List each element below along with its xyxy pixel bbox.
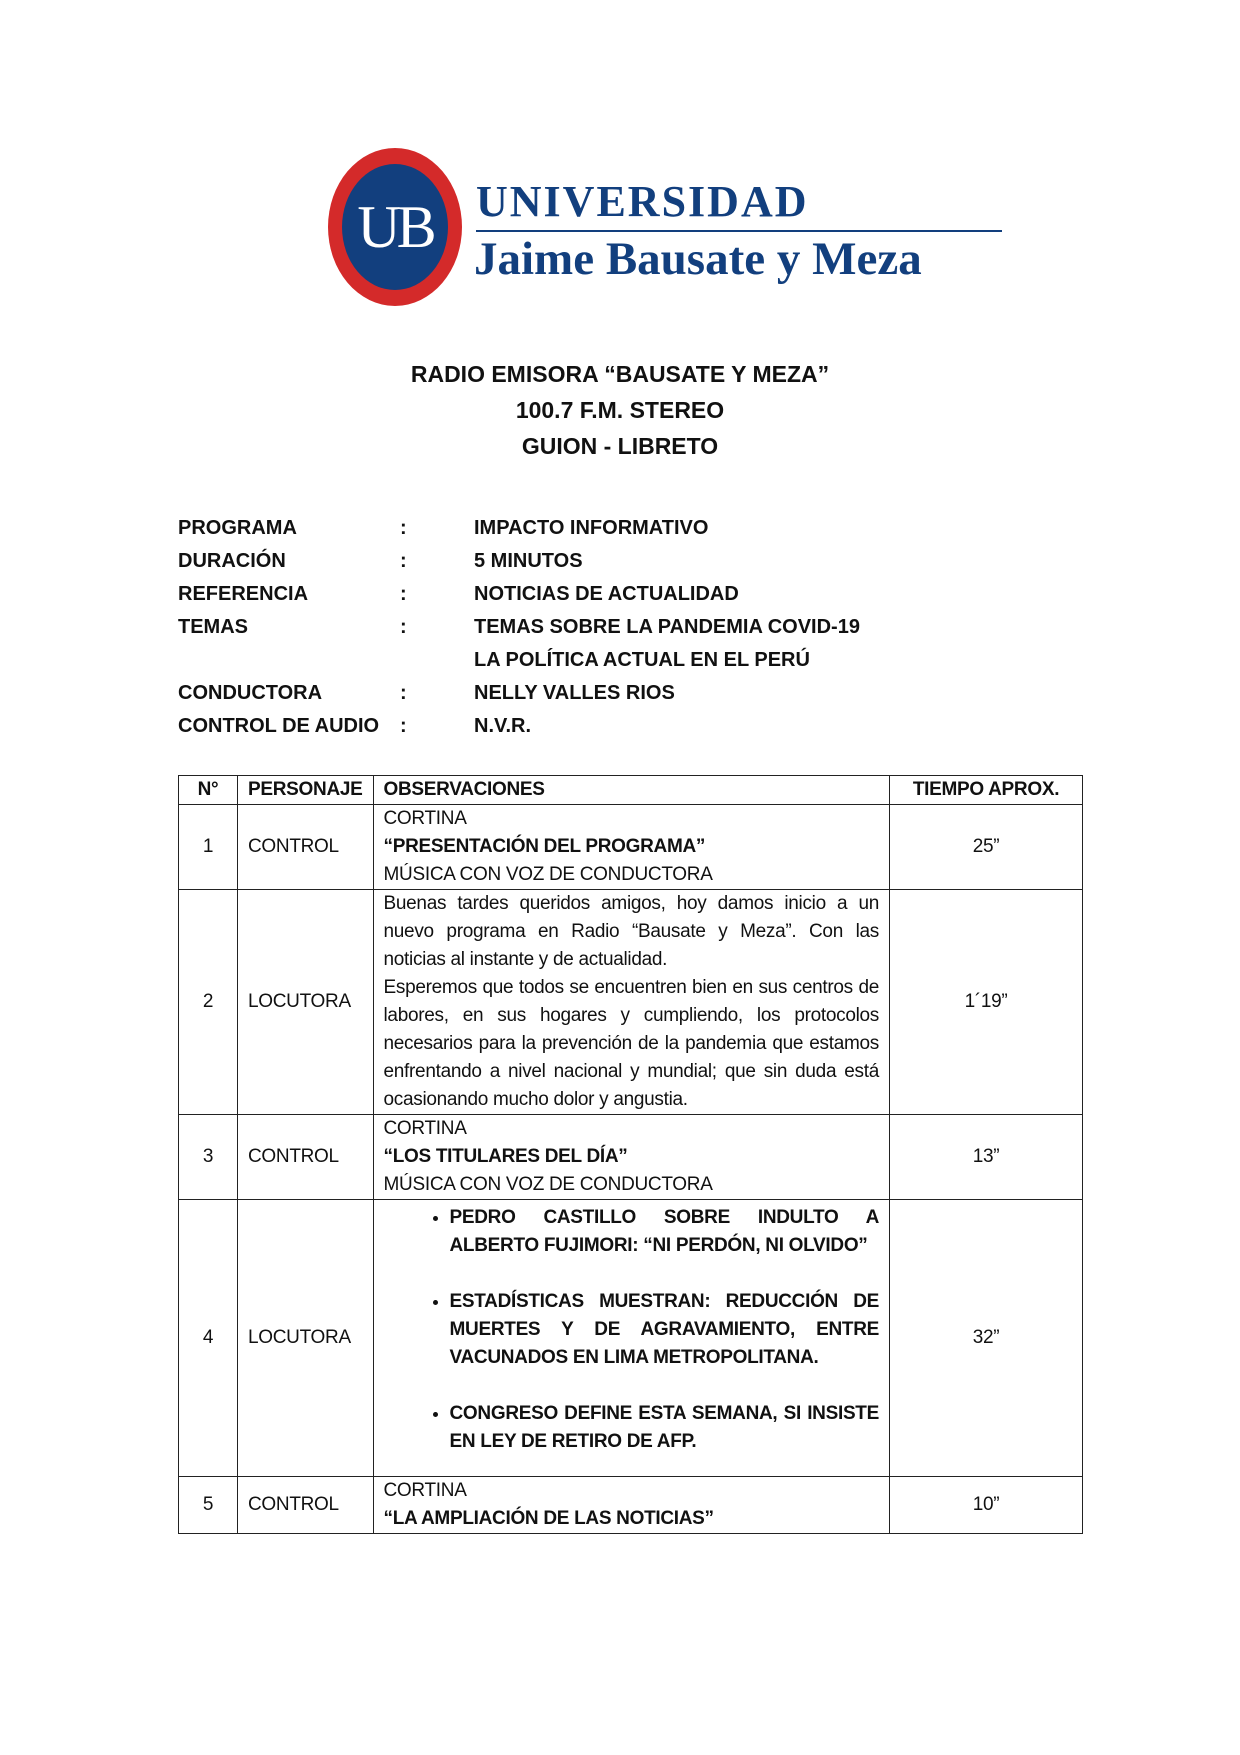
meta-value: NELLY VALLES RIOS bbox=[474, 682, 675, 704]
script-table bbox=[178, 775, 1083, 1534]
document-header bbox=[0, 356, 1240, 464]
row-personaje: LOCUTORA bbox=[238, 890, 374, 1115]
obs-line: MÚSICA CON VOZ DE CONDUCTORA bbox=[383, 864, 713, 885]
table-row bbox=[179, 890, 1083, 1115]
meta-colon: : bbox=[400, 682, 407, 704]
row-tiempo: 1´19” bbox=[890, 890, 1083, 1115]
headline-list bbox=[384, 1204, 879, 1456]
row-observaciones bbox=[373, 1477, 889, 1534]
headline-item: • CONGRESO DEFINE ESTA SEMANA, SI INSISTE EN LEY DE RETIRO DE AFP. bbox=[450, 1400, 879, 1456]
row-tiempo: 25” bbox=[890, 805, 1083, 890]
obs-line: CORTINA bbox=[383, 1118, 467, 1139]
meta-value: IMPACTO INFORMATIVO bbox=[474, 517, 709, 539]
table-header-row bbox=[179, 776, 1083, 805]
row-number: 1 bbox=[179, 805, 238, 890]
table-row bbox=[179, 1115, 1083, 1200]
obs-line: “LA AMPLIACIÓN DE LAS NOTICIAS” bbox=[383, 1508, 714, 1529]
table-row bbox=[179, 1200, 1083, 1477]
meta-value: 5 MINUTOS bbox=[474, 550, 583, 572]
meta-label: TEMAS bbox=[178, 616, 248, 638]
col-personaje: PERSONAJE bbox=[238, 776, 374, 805]
meta-colon: : bbox=[400, 583, 407, 605]
col-number: N° bbox=[179, 776, 238, 805]
row-observaciones bbox=[373, 890, 889, 1115]
row-number: 4 bbox=[179, 1200, 238, 1477]
obs-line: Buenas tardes queridos amigos, hoy damos inicio a un nuevo programa en Radio “Bausate y Meza”. Con las noticias al instante y de actualidad. bbox=[383, 893, 879, 970]
meta-value: TEMAS SOBRE LA PANDEMIA COVID-19 bbox=[474, 616, 860, 638]
row-personaje: CONTROL bbox=[238, 1115, 374, 1200]
headline-item: • PEDRO CASTILLO SOBRE INDULTO A ALBERTO FUJIMORI: “NI PERDÓN, NI OLVIDO” bbox=[450, 1204, 879, 1260]
header-line3: GUION - LIBRETO bbox=[521, 433, 719, 459]
seal-monogram: UB bbox=[342, 164, 448, 290]
row-observaciones bbox=[373, 1200, 889, 1477]
col-tiempo: TIEMPO APROX. bbox=[890, 776, 1083, 805]
header-line2: 100.7 F.M. STEREO bbox=[515, 397, 725, 423]
meta-label: PROGRAMA bbox=[178, 517, 297, 539]
meta-value: N.V.R. bbox=[474, 715, 532, 737]
obs-line: MÚSICA CON VOZ DE CONDUCTORA bbox=[383, 1174, 713, 1195]
university-logo bbox=[328, 148, 1008, 308]
obs-line: “LOS TITULARES DEL DÍA” bbox=[383, 1146, 628, 1167]
meta-label: CONDUCTORA bbox=[178, 682, 323, 704]
table-row bbox=[179, 805, 1083, 890]
row-tiempo: 13” bbox=[890, 1115, 1083, 1200]
headline-item: • ESTADÍSTICAS MUESTRAN: REDUCCIÓN DE MUERTES Y DE AGRAVAMIENTO, ENTRE VACUNADOS EN LIMA METROPOLITANA. bbox=[450, 1288, 879, 1372]
row-tiempo: 10” bbox=[890, 1477, 1083, 1534]
meta-colon: : bbox=[400, 550, 407, 572]
meta-label: DURACIÓN bbox=[178, 550, 286, 572]
row-personaje: CONTROL bbox=[238, 805, 374, 890]
meta-value: NOTICIAS DE ACTUALIDAD bbox=[474, 583, 739, 605]
table-row bbox=[179, 1477, 1083, 1534]
meta-colon: : bbox=[400, 616, 407, 638]
meta-label: CONTROL DE AUDIO bbox=[178, 715, 380, 737]
university-seal bbox=[328, 148, 462, 306]
row-number: 5 bbox=[179, 1477, 238, 1534]
meta-value: LA POLÍTICA ACTUAL EN EL PERÚ bbox=[474, 649, 810, 671]
row-observaciones bbox=[373, 1115, 889, 1200]
row-tiempo: 32” bbox=[890, 1200, 1083, 1477]
meta-label: REFERENCIA bbox=[178, 583, 309, 605]
col-observaciones: OBSERVACIONES bbox=[373, 776, 889, 805]
row-observaciones bbox=[373, 805, 889, 890]
obs-line: CORTINA bbox=[383, 808, 467, 829]
obs-line: CORTINA bbox=[383, 1480, 467, 1501]
logo-title-line1: UNIVERSIDAD bbox=[476, 177, 809, 226]
obs-line: “PRESENTACIÓN DEL PROGRAMA” bbox=[383, 836, 706, 857]
row-number: 2 bbox=[179, 890, 238, 1115]
header-line1: RADIO EMISORA “BAUSATE Y MEZA” bbox=[410, 361, 830, 387]
row-personaje: CONTROL bbox=[238, 1477, 374, 1534]
obs-line: Esperemos que todos se encuentren bien en sus centros de labores, en sus hogares y cumpliendo, los protocolos necesarios para la prevención de la pandemia que estamos enfrentando a nivel nacional y mundial; que sin duda está ocasionando mucho dolor y angustia. bbox=[383, 977, 879, 1110]
logo-title-line2: Jaime Bausate y Meza bbox=[474, 233, 922, 285]
row-number: 3 bbox=[179, 1115, 238, 1200]
meta-colon: : bbox=[400, 517, 407, 539]
meta-colon: : bbox=[400, 715, 407, 737]
row-personaje: LOCUTORA bbox=[238, 1200, 374, 1477]
